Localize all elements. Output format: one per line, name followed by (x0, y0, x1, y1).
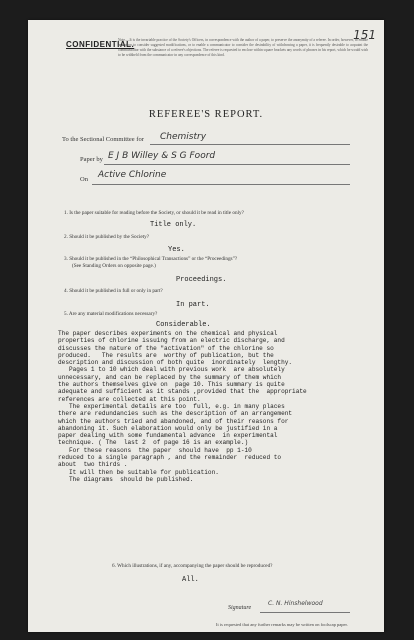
report-line: description and discussion of both quite inordinately lengthy. (58, 359, 293, 367)
page-title: REFEREE'S REPORT. (148, 109, 264, 120)
report-line: about two thirds . (58, 461, 128, 469)
report-line: abandoning it. Such elaboration would only be justified in a (58, 424, 278, 432)
report-line: The experimental details are too full, e.g. in many places (58, 402, 285, 410)
question-4: 4. Should it be published in full or only in part? (64, 288, 163, 294)
report-sheet (28, 20, 384, 632)
answer-1: Title only. (150, 221, 197, 229)
on-line (92, 184, 350, 185)
answer-4: In part. (176, 301, 210, 309)
paper-line (104, 164, 350, 165)
report-line: unnecessary, and can be replaced by the summary of them which (58, 373, 282, 381)
report-line: paper dealing with some fundamental advance in experimental (58, 432, 278, 440)
page-number: 151 (353, 28, 376, 42)
paper-value: E J B Willey & S G Foord (108, 151, 216, 161)
answer-2: Yes. (168, 246, 185, 254)
report-line: The paper describes experiments on the chemical and physical (58, 330, 278, 337)
report-body (58, 330, 373, 483)
on-value: Active Chlorine (98, 170, 167, 180)
question-5: 5. Are any material modifications necessary? (64, 311, 158, 317)
report-line: which the authors tried and abandoned, and of their reasons for (58, 417, 289, 425)
question-1: 1. Is the paper suitable for reading before the Society, or should it be read in title only? (64, 210, 244, 216)
signature-value: C. N. Hinshelwood (268, 600, 323, 607)
report-line: For these reasons the paper should have pp 1-10 (58, 446, 252, 454)
confidentiality-note: Note.—It is the invariable practice of the Society's Officers, in correspondence with the author of a paper, to preserve the anonymity of a referee. In order, however, to enable an author to consider suggested modifications, or to enable a communicator to consider the desirability of withdrawing a paper, it is frequently desirable to acquaint the communicator with the substance of a referee's objections. The referee is requested to enclose within square brackets any words of phrases in his report, which he would wish to be withheld from the communicator in any correspondence of this kind. (118, 38, 368, 57)
report-line: The diagrams should be published. (58, 475, 194, 483)
report-line: discusses the nature of the "activation" of the chlorine so (58, 344, 274, 352)
report-line: Pages 1 to 10 which deal with previous work are absolutely (58, 366, 285, 374)
report-line: properties of chlorine issuing from an electric discharge, and (58, 337, 285, 345)
question-3-note: (See Standing Orders on opposite page.) (72, 263, 156, 269)
report-line: the authors themselves give on page 10. This summary is quite (58, 381, 285, 389)
question-3: 3. Should it be published in the “Philosophical Transactions” or the “Proceedings”? (64, 256, 238, 262)
signature-line (260, 612, 350, 613)
confidential-label: CONFIDENTIAL. (66, 40, 135, 49)
signature-label: Signature (228, 605, 252, 611)
paper-label: Paper by (80, 156, 103, 163)
answer-6: All. (182, 576, 199, 584)
report-line: produced. The results are worthy of publication, but the (58, 351, 274, 359)
answer-3: Proceedings. (176, 276, 227, 284)
footer-note: It is requested that any further remarks may be written on foolscap paper. (216, 622, 348, 627)
report-line: reduced to a single paragraph , and the remainder reduced to (58, 454, 282, 462)
question-6: 6. Which illustrations, if any, accompanying the paper should be reproduced? (112, 563, 273, 569)
report-line: references are collected at this point. (58, 395, 201, 403)
report-line: adequate and sufficient as it stands ,provided that the appropriate (58, 388, 307, 396)
report-line: It will then be suitable for publication. (58, 468, 219, 476)
on-label: On (80, 176, 88, 183)
question-2: 2. Should it be published by the Society? (64, 234, 150, 240)
committee-label: To the Sectional Committee for (62, 136, 144, 143)
committee-line (150, 144, 350, 145)
committee-value: Chemistry (160, 132, 207, 142)
answer-5: Considerable. (156, 321, 211, 329)
report-line: technique. ( The last 2 of page 16 is an example.) (58, 439, 249, 447)
report-line: there are redundancies such as the description of an arrangement (58, 410, 293, 418)
